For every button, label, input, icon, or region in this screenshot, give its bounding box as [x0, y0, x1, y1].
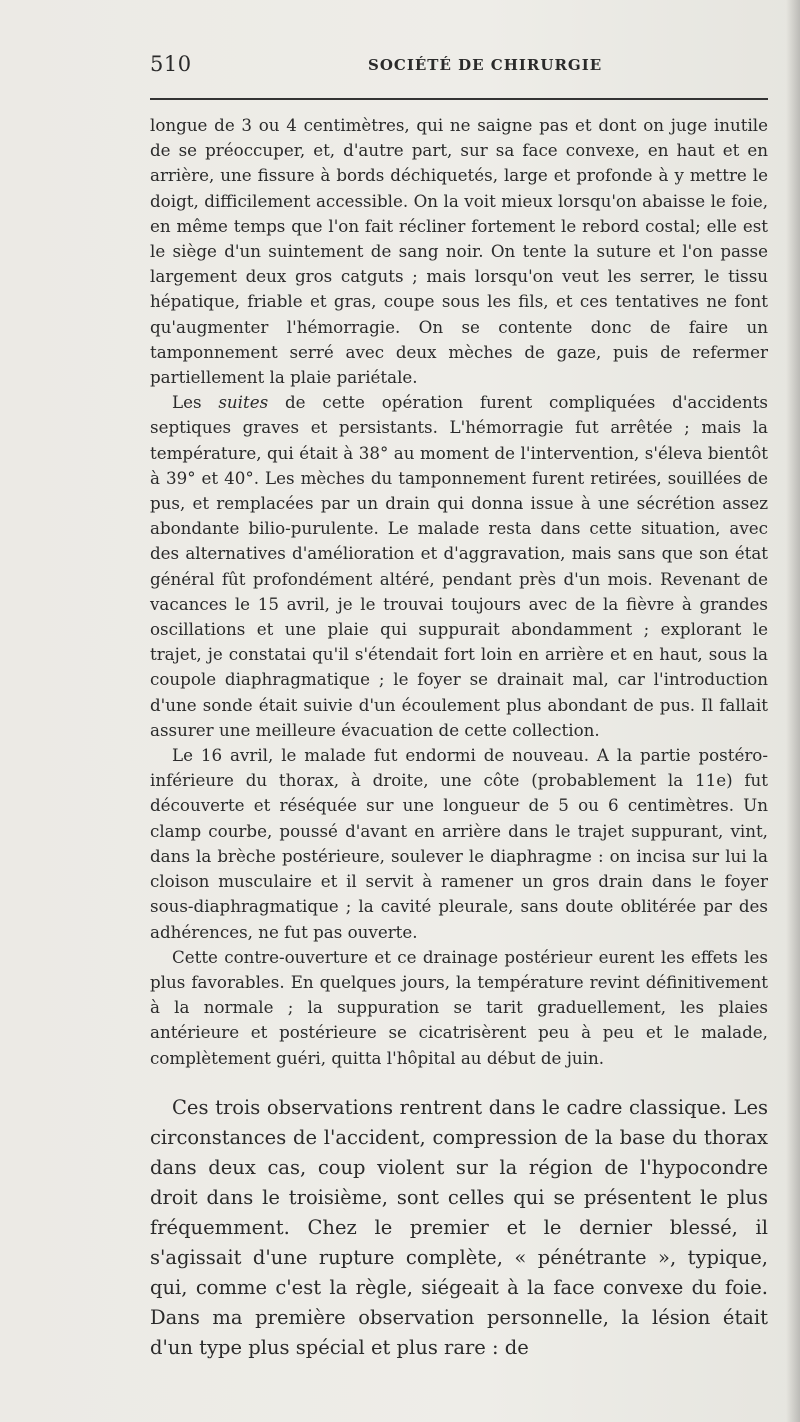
page-header	[150, 52, 770, 82]
paragraph-1: longue de 3 ou 4 centimètres, qui ne saigne pas et dont on juge inutile de se préoccuper, et, d'autre part, sur sa face convexe, en haut et en arrière, une fissure à bords déchiquetés, large et profonde à y mettre le doigt, difficilement accessible. On la voit mieux lorsqu'on abaisse le foie, en même temps que l'on fait récliner fortement le rebord costal; elle est le siège d'un suintement de sang noir. On tente la suture et l'on passe largement deux gros catguts ; mais lorsqu'on veut les serrer, le tissu hépatique, friable et gras, coupe sous les fils, et ces tentatives ne font qu'augmenter l'hémorragie. On se contente donc de faire un tamponnement serré avec deux mèches de gaze, puis de refermer partiellement la plaie pariétale.	[150, 115, 768, 388]
paragraph-2-body: de cette opération furent compliquées d'accidents septiques graves et persistants. L'hémorragie fut arrêtée ; mais la température, qui était à 38° au moment de l'intervention, s'éleva bientôt à 39° et 40°. Les mèches du tamponnement furent retirées, souillées de pus, et remplacées par un drain qui donna issue à une sécrétion assez abondante bilio-purulente. Le malade resta dans cette situation, avec des alternatives d'amélioration et d'aggravation, mais sans que son état général fût profondément altéré, pendant près d'un mois. Revenant de vacances le 15 avril, je le trouvai toujours avec de la fièvre à grandes oscillations et une plaie qui suppurait abondamment ; explorant le trajet, je constatai qu'il s'étendait fort loin en arrière et en haut, sous la coupole diaphragmatique ; le foyer se drainait mal, car l'introduction d'une sonde était suivie d'un écoulement plus abondant de pus. Il fallait assurer une meilleure évacuation de cette collection.	[150, 392, 768, 740]
paragraph-2-emphasis: suites	[218, 392, 269, 413]
header-rule	[150, 98, 768, 100]
paragraph-2-lead: Les	[172, 392, 219, 413]
paragraph-3: Le 16 avril, le malade fut endormi de nouveau. A la partie postéro-inférieure du thorax, à droite, une côte (probablement la 11e) fut découverte et réséquée sur une longueur de 5 ou 6 centimètres. Un clamp courbe, poussé d'avant en arrière dans le trajet suppurant, vint, dans la brèche postérieure, soulever le diaphragme : on incisa sur lui la cloison musculaire et il servit à ramener un gros drain dans le foyer sous-diaphragmatique ; la cavité pleurale, sans doute oblitérée par des adhérences, ne fut pas ouverte.	[150, 745, 768, 942]
paragraph-4: Cette contre-ouverture et ce drainage postérieur eurent les effets les plus favorables. En quelques jours, la température revint définitivement à la normale ; la suppuration se tarit graduellement, les plaies antérieure et postérieure se cicatrisèrent peu à peu et le malade, complètement guéri, quitta l'hôpital au début de juin.	[150, 946, 768, 1068]
page-edge-shadow	[786, 0, 800, 1422]
body-text	[150, 113, 768, 1363]
running-title: SOCIÉTÉ DE CHIRURGIE	[368, 56, 603, 74]
paragraph-2	[150, 390, 768, 743]
paragraph-5: Ces trois observations rentrent dans le cadre classique. Les circonstances de l'accident, compression de la base du thorax dans deux cas, coup violent sur la région de l'hypocondre droit dans le troisième, sont celles qui se présentent le plus fréquemment. Chez le premier et le dernier blessé, il s'agissait d'une rupture complète, « pénétrante », typique, qui, comme c'est la règle, siégeait à la face convexe du foie. Dans ma première observation personnelle, la lésion était d'un type plus spécial et plus rare : de	[150, 1095, 768, 1359]
page-number: 510	[150, 52, 192, 76]
